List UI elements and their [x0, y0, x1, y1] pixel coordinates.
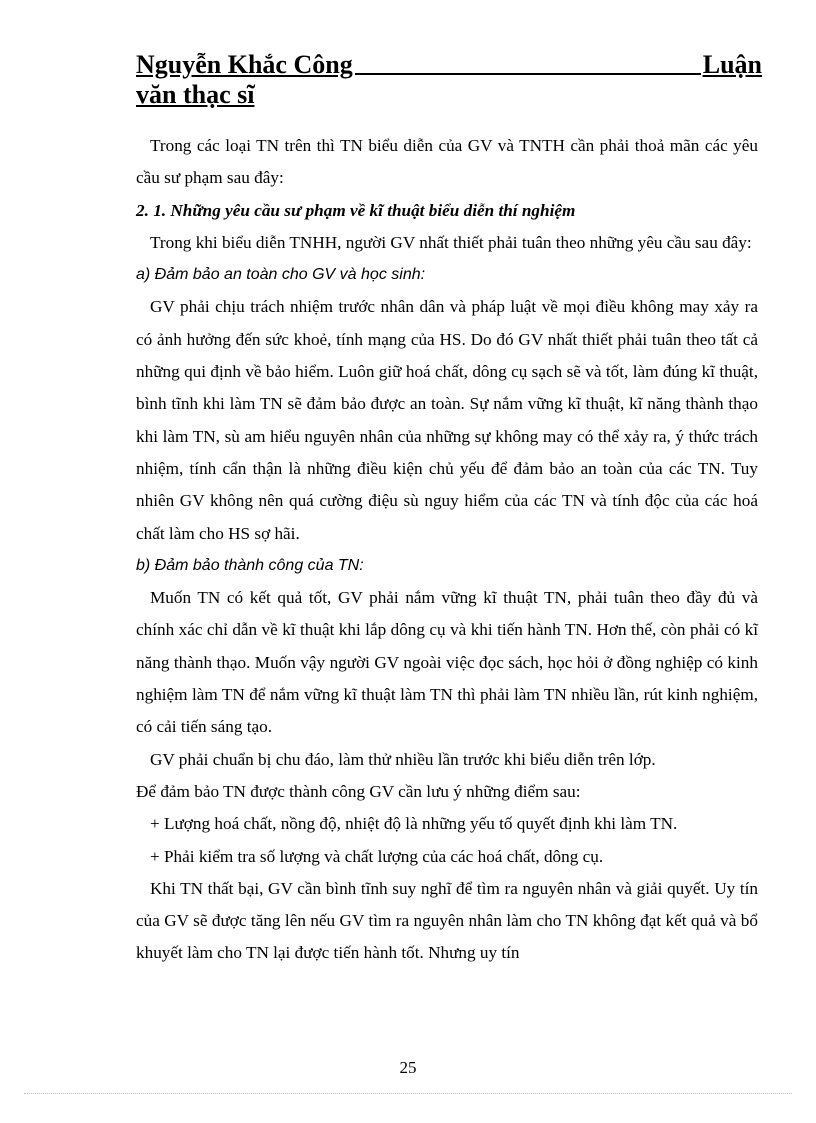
- document-body: [136, 130, 758, 970]
- bullet-item-2: + Phải kiểm tra số lượng và chất lượng của các hoá chất, dông cụ.: [150, 846, 604, 866]
- author-name: Nguyễn Khắc Công: [136, 50, 353, 79]
- page-bottom-divider: [24, 1093, 792, 1094]
- header-underline-filler: [355, 50, 701, 75]
- subheading-safety: a) Đảm bảo an toàn cho GV và học sinh:: [136, 266, 426, 284]
- paragraph-success: Muốn TN có kết quả tốt, GV phải nắm vững kĩ thuật TN, phải tuân theo đầy đủ và chính xác chỉ dẫn về kĩ thuật khi lắp dông cụ và khi tiến hành TN. Hơn thế, còn phải có kĩ năng thành thạo. Muốn vậy người GV ngoài việc đọc sách, học hỏi ở đồng nghiệp có kinh nghiệm làm TN để nắm vững kĩ thuật làm TN thì phải làm TN nhiều lần, rút kinh nghiệm, có cải tiến sáng tạo.: [136, 588, 758, 737]
- bullet-item-1: + Lượng hoá chất, nồng độ, nhiệt độ là những yếu tố quyết định khi làm TN.: [150, 814, 678, 834]
- paragraph-requirements: Trong khi biểu diễn TNHH, người GV nhất thiết phải tuân theo những yêu cầu sau đây:: [150, 232, 752, 252]
- paragraph-safety: GV phải chịu trách nhiệm trước nhân dân và pháp luật về mọi điều không may xảy ra có ảnh hưởng đến sức khoẻ, tính mạng của HS. Do đó GV nhất thiết phải tuân theo tất cả những qui định về bảo hiểm. Luôn giữ hoá chất, dông cụ sạch sẽ và tốt, làm đúng kĩ thuật, bình tĩnh khi làm TN sẽ đảm bảo được an toàn. Sự nắm vững kĩ thuật, kĩ năng thành thạo khi làm TN, sù am hiểu nguyên nhân của những sự không may có thể xảy ra, ý thức trách nhiệm, tính cẩn thận là những điều kiện chủ yếu để đảm bảo an toàn của các TN. Tuy nhiên GV không nên quá cường điệu sù nguy hiểm của các TN và tính độc của các hoá chất làm cho HS sợ hãi.: [136, 297, 758, 543]
- paragraph-preparation: GV phải chuẩn bị chu đáo, làm thử nhiều lần trước khi biểu diễn trên lớp.: [150, 749, 656, 769]
- page-header: [136, 50, 762, 110]
- thesis-title-part-1: Luận: [702, 50, 762, 79]
- paragraph-failure: Khi TN thất bại, GV cần bình tĩnh suy nghĩ để tìm ra nguyên nhân và giải quyết. Uy tín của GV sẽ được tăng lên nếu GV tìm ra nguyên nhân làm cho TN không đạt kết quả và bổ khuyết làm cho TN lại được tiến hành tốt. Nhưng uy tín: [136, 878, 758, 963]
- header-line-1: [136, 50, 762, 80]
- paragraph-notes-intro: Để đảm bảo TN được thành công GV cần lưu ý những điểm sau:: [136, 781, 581, 801]
- thesis-title-part-2: văn thạc sĩ: [136, 80, 255, 109]
- subheading-success: b) Đảm bảo thành công của TN:: [136, 556, 364, 574]
- paragraph-intro: Trong các loại TN trên thì TN biểu diễn của GV và TNTH cần phải thoả mãn các yêu cầu sư phạm sau đây:: [136, 136, 758, 188]
- section-heading: 2. 1. Những yêu cầu sư phạm về kĩ thuật biểu diễn thí nghiệm: [136, 200, 576, 220]
- page-number: 25: [399, 1058, 417, 1077]
